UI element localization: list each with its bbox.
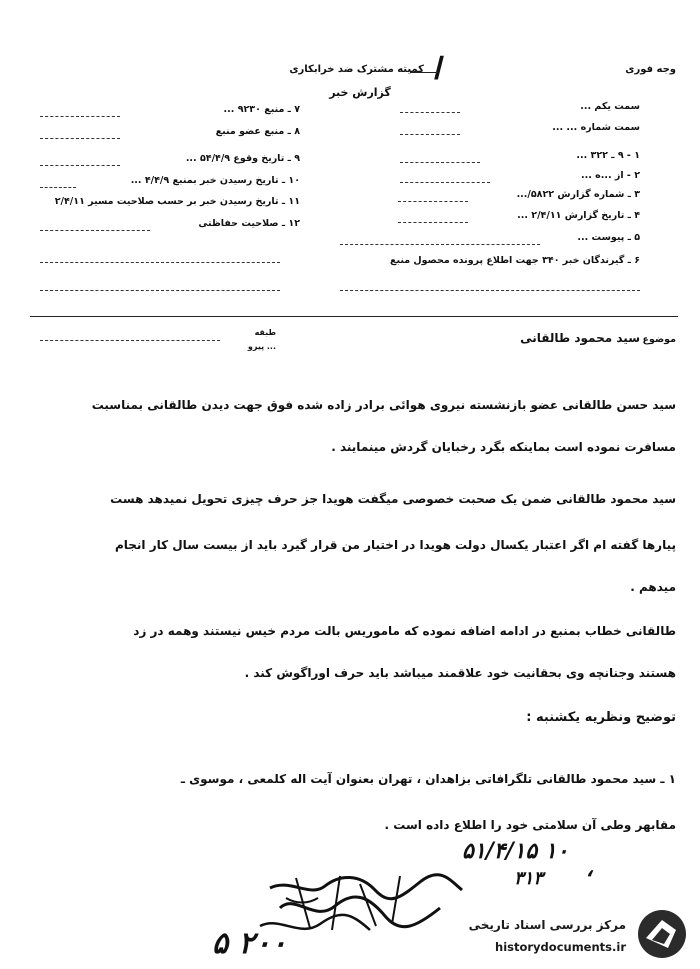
body-line-1: سید حسن طالقانی عضو بازنشسته نیروی هوائی برادر زاده شده فوق جهت دیدن طالقانی بمناسبت	[91, 398, 676, 412]
watermark-title: مرکز بررسی اسناد تاریخی	[468, 918, 626, 932]
body-line-2: مسافرت نموده است بماینکه بگرد رخبایان گردش مینمایند .	[331, 440, 676, 454]
pen-mark: ا	[432, 52, 441, 87]
body-line-3: سید محمود طالقانی ضمن یک صحبت خصوصی میگفت هویدا جز حرف چیزی تحویل نمیدهد هست	[110, 492, 676, 506]
handwritten-ref: ۳۱۳	[514, 868, 544, 889]
field-l12-line	[40, 230, 150, 231]
field-l9-line	[40, 165, 120, 166]
handwritten-date: ۵۱/۴/۱۵ ۱۰	[462, 838, 569, 864]
blank-line-2	[40, 290, 280, 291]
signature-code: ۵ ۲۰۰	[212, 926, 287, 961]
field-l7: ۷ ـ منبع ۹۲۳۰ ...	[223, 104, 300, 115]
body-line-4: پیارها گفته ام اگر اعتبار یکسال دولت هویدا در اختیار من قرار گیرد باید از بیست سال کار انجام	[114, 538, 676, 552]
field-r6: ۴ ـ تاریخ گزارش ۲/۴/۱۱ ...	[517, 210, 640, 221]
field-l11: ۱۱ ـ تاریخ رسیدن خبر بر حسب صلاحیت مسیر ۲/۴/۱۱	[54, 196, 300, 207]
body-line-5: میدهم .	[630, 580, 676, 594]
subject-text: سید محمود طالقانی	[520, 331, 640, 345]
field-l10-line	[40, 187, 76, 188]
field-r8-line	[340, 290, 640, 291]
committee-label: کمیته مشترک ضد خرابکاری	[289, 64, 424, 75]
body-line-6: طالقانی خطاب بمنبع در ادامه اضافه نموده که ماموریس بالت مردم خیس نیستند وهمه در زد	[133, 624, 676, 638]
field-r8: ۶ ـ گیرندگان خبر ۳۴۰ جهت اطلاع پرونده محصول منبع	[390, 255, 640, 266]
classification-label: وجه فوری	[625, 64, 676, 75]
field-l10: ۱۰ ـ تاریخ رسیدن خبر بمنبع ۴/۴/۹ ...	[130, 175, 300, 186]
handwritten-mark: ،	[586, 856, 594, 882]
field-l8-line	[40, 138, 120, 139]
blank-line-1	[40, 262, 280, 263]
field-l12: ۱۲ ـ صلاحیت حفاظتی	[198, 218, 300, 229]
side-note: طبقه ... پیرو	[247, 328, 276, 351]
field-r4-line	[400, 182, 490, 183]
field-r4: ۲ - از ...ه ...	[581, 170, 640, 181]
field-r6-line	[398, 222, 468, 223]
subject-line	[40, 340, 220, 341]
field-r1-line	[400, 112, 460, 113]
field-l8: ۸ ـ منبع عضو منبع	[215, 126, 300, 137]
field-l9: ۹ ـ تاریخ وقوع ۵۴/۴/۹ ...	[185, 153, 300, 164]
pen-stroke	[410, 72, 438, 73]
field-r7: ۵ ـ پیوست ...	[577, 232, 640, 243]
field-r3-line	[400, 162, 480, 163]
archive-logo-icon	[636, 908, 688, 960]
section-divider	[30, 316, 678, 317]
field-l7-line	[40, 116, 120, 117]
field-r2-line	[400, 134, 460, 135]
explanation-line-2: مقابهر وطی آن سلامتی خود را اطلاع داده است .	[384, 818, 676, 832]
watermark-url: historydocuments.ir	[495, 940, 626, 954]
explanation-line-1: ۱ ـ سید محمود طالقانی تلگرافاتی بزاهدان ، تهران بعنوان آیت اله کلمعی ، موسوی ـ	[180, 772, 676, 786]
field-r5: ۳ ـ شماره گزارش ۵۸۲۲/...	[516, 189, 640, 200]
field-r1: سمت یکم ...	[580, 101, 640, 112]
field-r7-line	[340, 244, 540, 245]
report-title: گزارش خبر	[329, 86, 391, 99]
body-line-7: هستند وجنانچه وی بحقانیت خود علاقمند میباشد باید حرف اوراگوش کند .	[244, 666, 676, 680]
explanation-heading: توضیح ونظریه یکشنبه :	[526, 710, 676, 725]
field-r2: سمت شماره ... ...	[552, 122, 640, 133]
subject-label: موضوع	[642, 334, 676, 345]
field-r3: ۱ - ۹ ـ ۳۲۲ ...	[576, 150, 640, 161]
field-r5-line	[398, 201, 468, 202]
